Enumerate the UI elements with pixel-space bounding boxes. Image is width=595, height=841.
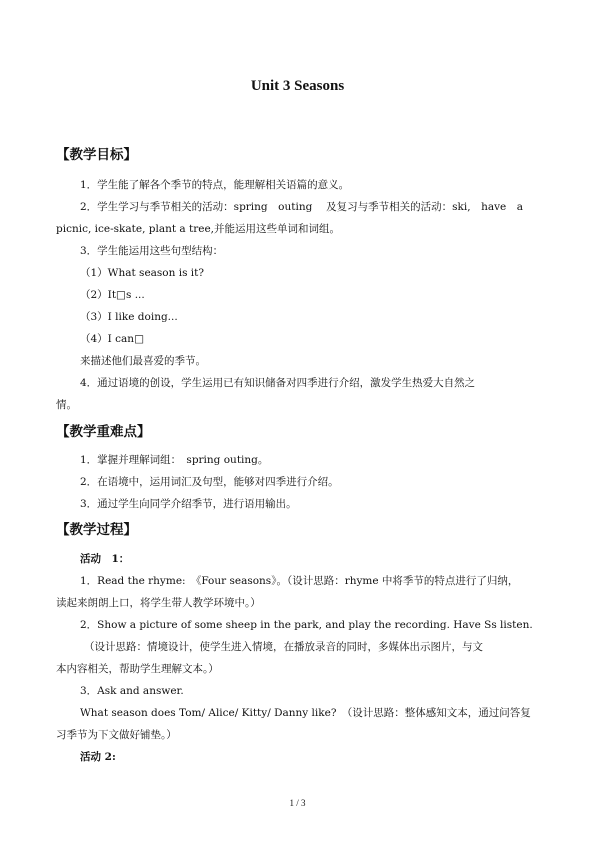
activity-2-label: 活动 2: — [80, 751, 116, 763]
key-point-line-2: 2．在语境中，运用词汇及句型，能够对四季进行介绍。 — [80, 476, 339, 488]
process-line-3: 3．Ask and answer. — [80, 685, 184, 697]
objective-line-1: 1．学生能了解各个季节的特点，能理解相关语篇的意义。 — [80, 179, 350, 191]
page-number: 1 / 3 — [289, 798, 306, 808]
section-heading-key-points: 【教学重难点】 — [56, 424, 151, 440]
key-point-line-1: 1．掌握并理解词组： spring outing。 — [80, 454, 269, 466]
section-heading-process: 【教学过程】 — [56, 522, 137, 538]
process-line-2-note: （设计思路：情境设计，使学生进入情境，在播放录音的同时，多媒体出示图片，与文 — [84, 641, 483, 653]
process-line-2: 2．Show a picture of some sheep in the park, and play the recording. Have Ss listen. — [80, 619, 533, 631]
pattern-line-3: （3）I like doing... — [80, 311, 178, 323]
key-point-line-3: 3．通过学生向同学介绍季节，进行语用输出。 — [80, 498, 297, 510]
objective-line-3-cont: 来描述他们最喜爱的季节。 — [80, 355, 206, 367]
objective-line-3: 3．学生能运用这些句型结构： — [80, 245, 224, 257]
pattern-line-1: （1）What season is it? — [80, 267, 205, 279]
process-line-3-question: What season does Tom/ Alice/ Kitty/ Danny like? （设计思路：整体感知文本，通过问答复 — [80, 707, 531, 719]
objective-line-2-cont: picnic, ice-skate, plant a tree,并能运用这些单词和词组。 — [56, 223, 341, 235]
process-line-1: 1．Read the rhyme: 《Four seasons》。（设计思路：rhyme 中将季节的特点进行了归纳， — [80, 575, 519, 587]
section-heading-objectives: 【教学目标】 — [56, 147, 137, 163]
objective-line-2: 2．学生学习与季节相关的活动：spring outing 及复习与季节相关的活动：ski, have a — [80, 201, 524, 213]
process-line-1-cont: 读起来朗朗上口，将学生带人教学环境中。） — [56, 597, 261, 609]
objective-line-4: 4．通过语境的创设，学生运用已有知识储备对四季进行介绍，激发学生热爱大自然之 — [80, 377, 476, 389]
document-title: Unit 3 Seasons — [250, 78, 345, 94]
process-line-2-note-cont: 本内容相关，帮助学生理解文本。） — [56, 663, 219, 675]
process-line-3-cont: 习季节为下文做好铺垫。） — [56, 729, 177, 741]
pattern-line-2: （2）It□s ... — [80, 289, 145, 301]
objective-line-4-cont: 情。 — [56, 399, 77, 411]
pattern-line-4: （4）I can□ — [80, 333, 144, 345]
activity-1-label: 活动 1： — [80, 553, 130, 565]
